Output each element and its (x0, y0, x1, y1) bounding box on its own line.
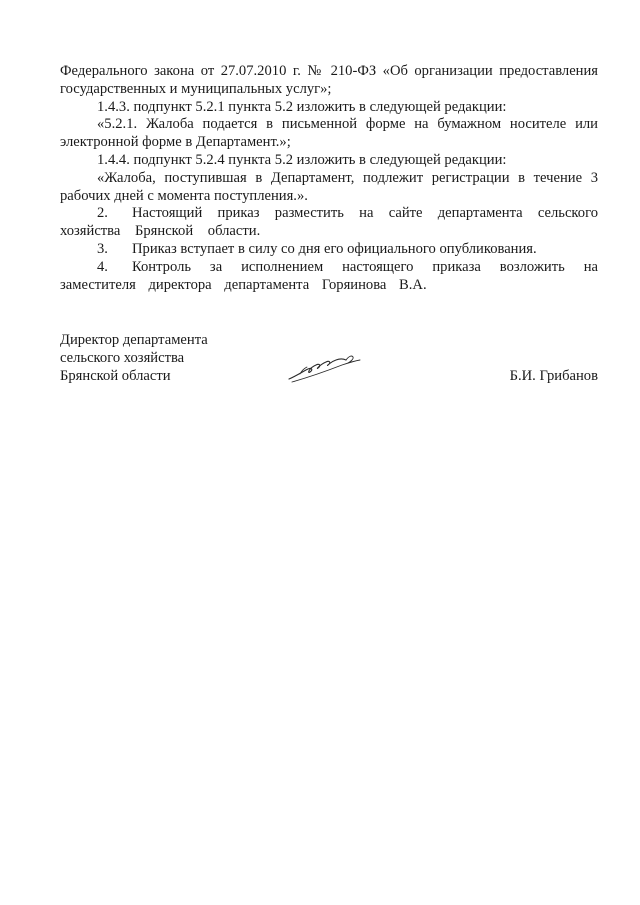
signatory-title-block (60, 332, 260, 385)
signer-name: Б.И. Грибанов (509, 368, 598, 384)
numbered-item-4 (60, 259, 598, 295)
item-number: 4. (97, 258, 108, 275)
signatory-title-line: Директор департамента (60, 332, 208, 348)
item-text: Контроль за исполнением настоящего приказа возложить на заместителя директора департамента Горяинова В.А. (60, 258, 598, 293)
numbered-item-2 (60, 205, 598, 241)
item-number: 3. (97, 240, 108, 257)
handwritten-signature (286, 352, 366, 386)
paragraph-1-4-3: 1.4.3. подпункт 5.2.1 пункта 5.2 изложить в следующей редакции: (97, 98, 507, 115)
paragraph-5-2-1-quote: «5.2.1. Жалоба подается в письменной форме на бумажном носителе или электронной форме в Департамент.»; (60, 116, 598, 151)
item-number: 2. (97, 205, 108, 222)
paragraph-1-4-4: 1.4.4. подпункт 5.2.4 пункта 5.2 изложить в следующей редакции: (97, 151, 507, 168)
item-text: Настоящий приказ разместить на сайте департамента сельского хозяйства Брянской области. (60, 205, 598, 240)
signatory-title-line: Брянской области (60, 367, 171, 384)
document-body (60, 63, 598, 294)
paragraph-5-2-4-quote: «Жалоба, поступившая в Департамент, подлежит регистрации в течение 3 рабочих дней с момента поступления.». (60, 169, 598, 204)
numbered-item-3 (60, 241, 598, 259)
paragraph-law-reference: Федерального закона от 27.07.2010 г. № 210-ФЗ «Об организации предоставления государственных и муниципальных услуг»; (60, 63, 598, 97)
item-text: Приказ вступает в силу со дня его официального опубликования. (132, 240, 537, 257)
signatory-title-line: сельского хозяйства (60, 349, 185, 366)
